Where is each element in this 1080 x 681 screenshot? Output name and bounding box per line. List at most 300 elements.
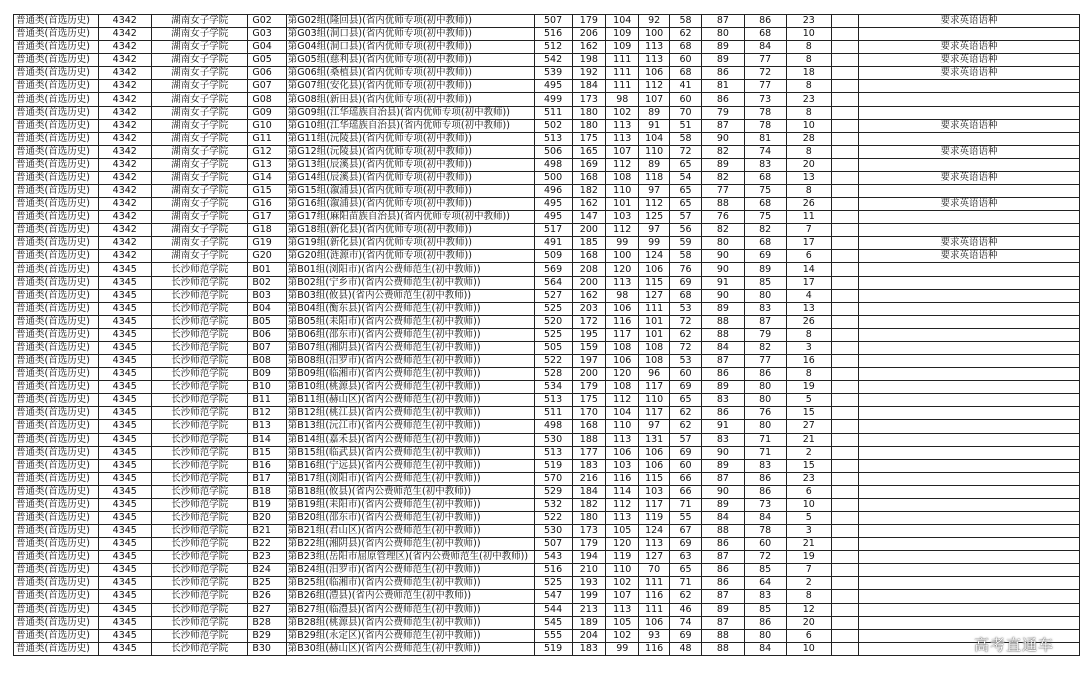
extra-cell <box>832 185 859 198</box>
table-row <box>14 171 1080 184</box>
group-name-cell: 第B04组(衡东县)(省内公费师范生(初中教师)) <box>286 302 534 315</box>
group-name-cell: 第B01组(浏阳市)(省内公费师范生(初中教师)) <box>286 263 534 276</box>
total-score-cell: 500 <box>534 171 572 184</box>
history-score-cell: 72 <box>669 341 701 354</box>
elective-2-score-cell: 87 <box>744 315 786 328</box>
extra-cell <box>832 407 859 420</box>
history-score-cell: 65 <box>669 185 701 198</box>
math-score-cell: 103 <box>606 459 639 472</box>
elective-1-score-cell: 86 <box>702 577 745 590</box>
math-score-cell: 112 <box>606 224 639 237</box>
school-name-cell: 长沙师范学院 <box>152 276 248 289</box>
group-code-cell: B13 <box>248 420 286 433</box>
english-score-cell: 96 <box>639 368 670 381</box>
category-cell: 普通类(首选历史) <box>14 525 99 538</box>
category-cell: 普通类(首选历史) <box>14 420 99 433</box>
elective-1-score-cell: 87 <box>702 590 745 603</box>
school-name-cell: 长沙师范学院 <box>152 538 248 551</box>
table-row <box>14 224 1080 237</box>
chinese-score-cell: 175 <box>572 132 605 145</box>
school-name-cell: 长沙师范学院 <box>152 289 248 302</box>
plan-count-cell: 21 <box>786 433 832 446</box>
group-name-cell: 第B06组(邵东市)(省内公费师范生(初中教师)) <box>286 328 534 341</box>
category-cell: 普通类(首选历史) <box>14 616 99 629</box>
group-name-cell: 第G19组(新化县)(省内优师专项(初中教师)) <box>286 237 534 250</box>
watermark-text: 高考直通车 <box>973 636 1054 654</box>
plan-count-cell: 5 <box>786 394 832 407</box>
elective-1-score-cell: 89 <box>702 41 745 54</box>
elective-2-score-cell: 73 <box>744 93 786 106</box>
category-cell: 普通类(首选历史) <box>14 145 99 158</box>
math-score-cell: 116 <box>606 472 639 485</box>
english-score-cell: 101 <box>639 328 670 341</box>
elective-1-score-cell: 88 <box>702 315 745 328</box>
history-score-cell: 59 <box>669 237 701 250</box>
remark-cell <box>858 551 1079 564</box>
school-name-cell: 长沙师范学院 <box>152 459 248 472</box>
total-score-cell: 525 <box>534 577 572 590</box>
history-score-cell: 41 <box>669 80 701 93</box>
chinese-score-cell: 200 <box>572 224 605 237</box>
history-score-cell: 63 <box>669 551 701 564</box>
elective-1-score-cell: 87 <box>702 119 745 132</box>
english-score-cell: 106 <box>639 616 670 629</box>
remark-cell <box>858 498 1079 511</box>
english-score-cell: 127 <box>639 289 670 302</box>
group-code-cell: G04 <box>248 41 286 54</box>
history-score-cell: 60 <box>669 93 701 106</box>
extra-cell <box>832 485 859 498</box>
group-code-cell: G19 <box>248 237 286 250</box>
total-score-cell: 528 <box>534 368 572 381</box>
school-code-cell: 4345 <box>98 446 151 459</box>
extra-cell <box>832 15 859 28</box>
english-score-cell: 119 <box>639 511 670 524</box>
total-score-cell: 513 <box>534 394 572 407</box>
remark-cell <box>858 472 1079 485</box>
table-row <box>14 80 1080 93</box>
history-score-cell: 65 <box>669 564 701 577</box>
elective-2-score-cell: 77 <box>744 355 786 368</box>
english-score-cell: 116 <box>639 642 670 655</box>
table-row <box>14 446 1080 459</box>
school-name-cell: 湖南女子学院 <box>152 15 248 28</box>
plan-count-cell: 8 <box>786 80 832 93</box>
remark-cell <box>858 394 1079 407</box>
school-name-cell: 湖南女子学院 <box>152 198 248 211</box>
elective-2-score-cell: 86 <box>744 616 786 629</box>
group-code-cell: B26 <box>248 590 286 603</box>
plan-count-cell: 2 <box>786 446 832 459</box>
group-code-cell: B12 <box>248 407 286 420</box>
math-score-cell: 109 <box>606 41 639 54</box>
history-score-cell: 53 <box>669 302 701 315</box>
chinese-score-cell: 200 <box>572 276 605 289</box>
math-score-cell: 112 <box>606 394 639 407</box>
plan-count-cell: 23 <box>786 15 832 28</box>
total-score-cell: 517 <box>534 224 572 237</box>
school-name-cell: 长沙师范学院 <box>152 302 248 315</box>
category-cell: 普通类(首选历史) <box>14 603 99 616</box>
group-name-cell: 第B08组(汨罗市)(省内公费师范生(初中教师)) <box>286 355 534 368</box>
school-code-cell: 4345 <box>98 394 151 407</box>
extra-cell <box>832 551 859 564</box>
total-score-cell: 520 <box>534 315 572 328</box>
remark-cell: 要求英语语种 <box>858 15 1079 28</box>
group-code-cell: G12 <box>248 145 286 158</box>
chinese-score-cell: 172 <box>572 315 605 328</box>
table-row <box>14 132 1080 145</box>
plan-count-cell: 4 <box>786 289 832 302</box>
extra-cell <box>832 368 859 381</box>
chinese-score-cell: 173 <box>572 93 605 106</box>
elective-2-score-cell: 71 <box>744 433 786 446</box>
english-score-cell: 124 <box>639 250 670 263</box>
table-row <box>14 616 1080 629</box>
remark-cell <box>858 511 1079 524</box>
extra-cell <box>832 80 859 93</box>
category-cell: 普通类(首选历史) <box>14 446 99 459</box>
school-code-cell: 4345 <box>98 538 151 551</box>
elective-2-score-cell: 78 <box>744 119 786 132</box>
math-score-cell: 110 <box>606 564 639 577</box>
group-code-cell: G06 <box>248 67 286 80</box>
elective-2-score-cell: 75 <box>744 185 786 198</box>
group-name-cell: 第B12组(桃江县)(省内公费师范生(初中教师)) <box>286 407 534 420</box>
total-score-cell: 527 <box>534 289 572 302</box>
plan-count-cell: 11 <box>786 211 832 224</box>
school-name-cell: 长沙师范学院 <box>152 328 248 341</box>
math-score-cell: 110 <box>606 185 639 198</box>
school-code-cell: 4345 <box>98 433 151 446</box>
english-score-cell: 117 <box>639 498 670 511</box>
history-score-cell: 60 <box>669 459 701 472</box>
remark-cell <box>858 93 1079 106</box>
history-score-cell: 71 <box>669 498 701 511</box>
group-code-cell: B05 <box>248 315 286 328</box>
table-row <box>14 93 1080 106</box>
category-cell: 普通类(首选历史) <box>14 433 99 446</box>
school-code-cell: 4345 <box>98 420 151 433</box>
elective-2-score-cell: 86 <box>744 368 786 381</box>
chinese-score-cell: 210 <box>572 564 605 577</box>
plan-count-cell: 3 <box>786 525 832 538</box>
math-score-cell: 105 <box>606 616 639 629</box>
total-score-cell: 495 <box>534 198 572 211</box>
group-code-cell: B01 <box>248 263 286 276</box>
chinese-score-cell: 184 <box>572 485 605 498</box>
school-name-cell: 长沙师范学院 <box>152 472 248 485</box>
elective-1-score-cell: 89 <box>702 498 745 511</box>
english-score-cell: 117 <box>639 407 670 420</box>
school-code-cell: 4342 <box>98 185 151 198</box>
elective-2-score-cell: 77 <box>744 80 786 93</box>
group-code-cell: B17 <box>248 472 286 485</box>
english-score-cell: 108 <box>639 355 670 368</box>
category-cell: 普通类(首选历史) <box>14 629 99 642</box>
table-row <box>14 368 1080 381</box>
school-code-cell: 4345 <box>98 315 151 328</box>
admission-scores-table <box>13 14 1080 656</box>
extra-cell <box>832 250 859 263</box>
remark-cell <box>858 525 1079 538</box>
elective-2-score-cell: 84 <box>744 41 786 54</box>
remark-cell <box>858 603 1079 616</box>
group-name-cell: 第B09组(临湘市)(省内公费师范生(初中教师)) <box>286 368 534 381</box>
school-name-cell: 湖南女子学院 <box>152 67 248 80</box>
elective-2-score-cell: 72 <box>744 67 786 80</box>
category-cell: 普通类(首选历史) <box>14 224 99 237</box>
group-code-cell: B04 <box>248 302 286 315</box>
elective-1-score-cell: 87 <box>702 551 745 564</box>
remark-cell <box>858 446 1079 459</box>
total-score-cell: 532 <box>534 498 572 511</box>
group-name-cell: 第G15组(溆浦县)(省内优师专项(初中教师)) <box>286 185 534 198</box>
plan-count-cell: 2 <box>786 577 832 590</box>
remark-cell: 要求英语语种 <box>858 54 1079 67</box>
group-code-cell: G10 <box>248 119 286 132</box>
extra-cell <box>832 171 859 184</box>
total-score-cell: 491 <box>534 237 572 250</box>
history-score-cell: 46 <box>669 603 701 616</box>
elective-2-score-cell: 68 <box>744 198 786 211</box>
category-cell: 普通类(首选历史) <box>14 106 99 119</box>
chinese-score-cell: 183 <box>572 459 605 472</box>
chinese-score-cell: 179 <box>572 381 605 394</box>
group-code-cell: B27 <box>248 603 286 616</box>
total-score-cell: 529 <box>534 485 572 498</box>
school-name-cell: 湖南女子学院 <box>152 224 248 237</box>
math-score-cell: 116 <box>606 315 639 328</box>
group-name-cell: 第G09组(江华瑶族自治县)(省内优师专项(初中教师)) <box>286 106 534 119</box>
category-cell: 普通类(首选历史) <box>14 407 99 420</box>
school-code-cell: 4345 <box>98 407 151 420</box>
school-name-cell: 长沙师范学院 <box>152 485 248 498</box>
chinese-score-cell: 195 <box>572 328 605 341</box>
group-name-cell: 第B11组(赫山区)(省内公费师范生(初中教师)) <box>286 394 534 407</box>
english-score-cell: 131 <box>639 433 670 446</box>
category-cell: 普通类(首选历史) <box>14 564 99 577</box>
group-name-cell: 第B24组(汨罗市)(省内公费师范生(初中教师)) <box>286 564 534 577</box>
extra-cell <box>832 106 859 119</box>
group-code-cell: B28 <box>248 616 286 629</box>
group-name-cell: 第G20组(涟源市)(省内优师专项(初中教师)) <box>286 250 534 263</box>
category-cell: 普通类(首选历史) <box>14 198 99 211</box>
total-score-cell: 507 <box>534 538 572 551</box>
history-score-cell: 72 <box>669 315 701 328</box>
elective-2-score-cell: 76 <box>744 407 786 420</box>
table-row <box>14 355 1080 368</box>
school-code-cell: 4342 <box>98 93 151 106</box>
elective-2-score-cell: 82 <box>744 224 786 237</box>
english-score-cell: 118 <box>639 171 670 184</box>
school-code-cell: 4345 <box>98 551 151 564</box>
history-score-cell: 53 <box>669 355 701 368</box>
group-code-cell: G02 <box>248 15 286 28</box>
history-score-cell: 56 <box>669 224 701 237</box>
history-score-cell: 69 <box>669 446 701 459</box>
total-score-cell: 545 <box>534 616 572 629</box>
table-row <box>14 511 1080 524</box>
remark-cell <box>858 564 1079 577</box>
extra-cell <box>832 54 859 67</box>
school-code-cell: 4342 <box>98 41 151 54</box>
total-score-cell: 569 <box>534 263 572 276</box>
group-name-cell: 第B17组(浏阳市)(省内公费师范生(初中教师)) <box>286 472 534 485</box>
total-score-cell: 511 <box>534 106 572 119</box>
total-score-cell: 513 <box>534 446 572 459</box>
group-name-cell: 第G05组(慈利县)(省内优师专项(初中教师)) <box>286 54 534 67</box>
group-code-cell: B06 <box>248 328 286 341</box>
table-row <box>14 237 1080 250</box>
school-name-cell: 湖南女子学院 <box>152 106 248 119</box>
chinese-score-cell: 168 <box>572 420 605 433</box>
plan-count-cell: 16 <box>786 355 832 368</box>
math-score-cell: 114 <box>606 485 639 498</box>
school-name-cell: 长沙师范学院 <box>152 394 248 407</box>
chinese-score-cell: 180 <box>572 119 605 132</box>
history-score-cell: 68 <box>669 67 701 80</box>
category-cell: 普通类(首选历史) <box>14 355 99 368</box>
total-score-cell: 570 <box>534 472 572 485</box>
school-name-cell: 湖南女子学院 <box>152 132 248 145</box>
group-name-cell: 第B15组(临武县)(省内公费师范生(初中教师)) <box>286 446 534 459</box>
plan-count-cell: 17 <box>786 237 832 250</box>
total-score-cell: 539 <box>534 67 572 80</box>
elective-2-score-cell: 68 <box>744 171 786 184</box>
total-score-cell: 512 <box>534 41 572 54</box>
elective-1-score-cell: 90 <box>702 446 745 459</box>
math-score-cell: 108 <box>606 171 639 184</box>
chinese-score-cell: 208 <box>572 263 605 276</box>
math-score-cell: 117 <box>606 328 639 341</box>
school-name-cell: 长沙师范学院 <box>152 433 248 446</box>
remark-cell: 要求英语语种 <box>858 119 1079 132</box>
extra-cell <box>832 198 859 211</box>
plan-count-cell: 8 <box>786 590 832 603</box>
chinese-score-cell: 189 <box>572 616 605 629</box>
english-score-cell: 89 <box>639 106 670 119</box>
plan-count-cell: 12 <box>786 603 832 616</box>
school-name-cell: 长沙师范学院 <box>152 420 248 433</box>
elective-1-score-cell: 87 <box>702 616 745 629</box>
category-cell: 普通类(首选历史) <box>14 368 99 381</box>
math-score-cell: 113 <box>606 511 639 524</box>
group-code-cell: B11 <box>248 394 286 407</box>
english-score-cell: 108 <box>639 341 670 354</box>
extra-cell <box>832 328 859 341</box>
school-code-cell: 4345 <box>98 341 151 354</box>
group-code-cell: B20 <box>248 511 286 524</box>
category-cell: 普通类(首选历史) <box>14 459 99 472</box>
elective-1-score-cell: 88 <box>702 629 745 642</box>
school-name-cell: 长沙师范学院 <box>152 525 248 538</box>
category-cell: 普通类(首选历史) <box>14 41 99 54</box>
group-code-cell: B09 <box>248 368 286 381</box>
extra-cell <box>832 341 859 354</box>
elective-1-score-cell: 83 <box>702 433 745 446</box>
remark-cell <box>858 302 1079 315</box>
group-code-cell: B03 <box>248 289 286 302</box>
elective-1-score-cell: 83 <box>702 394 745 407</box>
remark-cell: 要求英语语种 <box>858 171 1079 184</box>
plan-count-cell: 8 <box>786 185 832 198</box>
group-code-cell: B18 <box>248 485 286 498</box>
school-name-cell: 湖南女子学院 <box>152 185 248 198</box>
history-score-cell: 62 <box>669 590 701 603</box>
elective-1-score-cell: 84 <box>702 341 745 354</box>
table-row <box>14 551 1080 564</box>
plan-count-cell: 6 <box>786 250 832 263</box>
chinese-score-cell: 162 <box>572 41 605 54</box>
math-score-cell: 109 <box>606 28 639 41</box>
history-score-cell: 65 <box>669 394 701 407</box>
english-score-cell: 110 <box>639 145 670 158</box>
group-name-cell: 第B25组(临湘市)(省内公费师范生(初中教师)) <box>286 577 534 590</box>
category-cell: 普通类(首选历史) <box>14 93 99 106</box>
plan-count-cell: 6 <box>786 629 832 642</box>
plan-count-cell: 28 <box>786 132 832 145</box>
school-name-cell: 湖南女子学院 <box>152 80 248 93</box>
category-cell: 普通类(首选历史) <box>14 394 99 407</box>
math-score-cell: 119 <box>606 551 639 564</box>
school-code-cell: 4345 <box>98 616 151 629</box>
table-row <box>14 485 1080 498</box>
school-name-cell: 长沙师范学院 <box>152 381 248 394</box>
extra-cell <box>832 472 859 485</box>
school-name-cell: 长沙师范学院 <box>152 446 248 459</box>
extra-cell <box>832 525 859 538</box>
group-name-cell: 第G11组(沅陵县)(省内优师专项(初中教师)) <box>286 132 534 145</box>
group-name-cell: 第G02组(隆回县)(省内优师专项(初中教师)) <box>286 15 534 28</box>
elective-1-score-cell: 89 <box>702 302 745 315</box>
chinese-score-cell: 159 <box>572 341 605 354</box>
group-name-cell: 第B30组(赫山区)(省内公费师范生(初中教师)) <box>286 642 534 655</box>
english-score-cell: 91 <box>639 119 670 132</box>
elective-1-score-cell: 81 <box>702 80 745 93</box>
math-score-cell: 111 <box>606 54 639 67</box>
category-cell: 普通类(首选历史) <box>14 289 99 302</box>
elective-2-score-cell: 83 <box>744 158 786 171</box>
school-code-cell: 4342 <box>98 211 151 224</box>
total-score-cell: 502 <box>534 119 572 132</box>
school-code-cell: 4345 <box>98 577 151 590</box>
math-score-cell: 102 <box>606 106 639 119</box>
total-score-cell: 516 <box>534 564 572 577</box>
chinese-score-cell: 168 <box>572 250 605 263</box>
elective-1-score-cell: 90 <box>702 263 745 276</box>
school-code-cell: 4342 <box>98 171 151 184</box>
extra-cell <box>832 145 859 158</box>
category-cell: 普通类(首选历史) <box>14 485 99 498</box>
school-name-cell: 长沙师范学院 <box>152 590 248 603</box>
elective-1-score-cell: 89 <box>702 54 745 67</box>
history-score-cell: 66 <box>669 472 701 485</box>
school-code-cell: 4345 <box>98 498 151 511</box>
total-score-cell: 505 <box>534 341 572 354</box>
history-score-cell: 69 <box>669 538 701 551</box>
school-code-cell: 4345 <box>98 485 151 498</box>
school-name-cell: 长沙师范学院 <box>152 315 248 328</box>
group-name-cell: 第B22组(湘阴县)(省内公费师范生(初中教师)) <box>286 538 534 551</box>
group-code-cell: B14 <box>248 433 286 446</box>
plan-count-cell: 8 <box>786 368 832 381</box>
category-cell: 普通类(首选历史) <box>14 642 99 655</box>
table-row <box>14 41 1080 54</box>
elective-1-score-cell: 76 <box>702 211 745 224</box>
remark-cell <box>858 132 1079 145</box>
chinese-score-cell: 192 <box>572 67 605 80</box>
